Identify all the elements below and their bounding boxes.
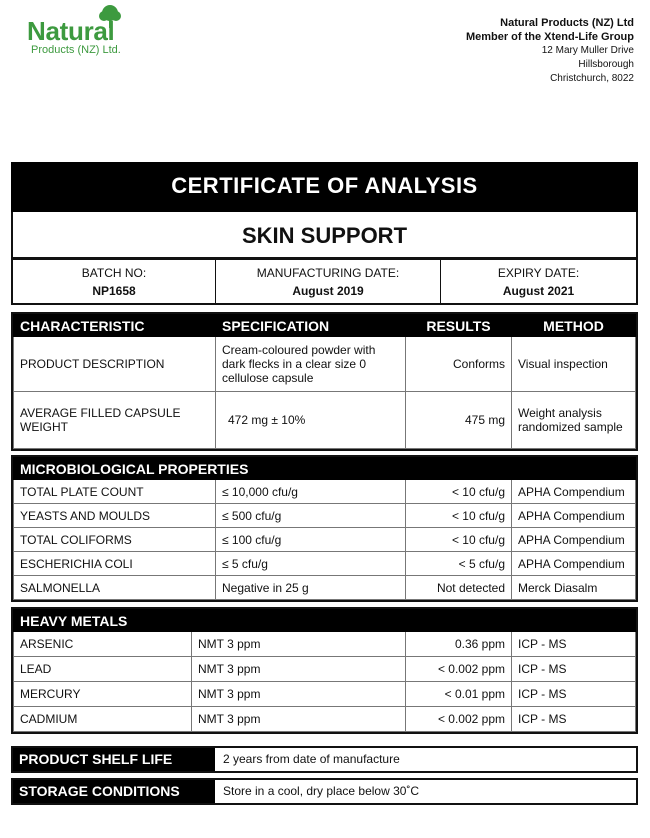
- cell: 475 mg: [406, 392, 512, 449]
- batch-cell: [13, 260, 215, 303]
- micro-table: [11, 455, 638, 602]
- table-row: [14, 707, 636, 732]
- mfg-value: August 2019: [292, 284, 364, 298]
- cell: LEAD: [14, 657, 192, 682]
- section-header: MICROBIOLOGICAL PROPERTIES: [14, 458, 636, 480]
- column-header: METHOD: [512, 315, 636, 337]
- cell: < 10 cfu/g: [406, 528, 512, 552]
- table-row: [14, 504, 636, 528]
- cell: NMT 3 ppm: [192, 632, 406, 657]
- cell: CADMIUM: [14, 707, 192, 732]
- cell: ICP - MS: [512, 632, 636, 657]
- cell: ESCHERICHIA COLI: [14, 552, 216, 576]
- cell: ICP - MS: [512, 657, 636, 682]
- section-header: HEAVY METALS: [14, 610, 636, 632]
- column-header: CHARACTERISTIC: [14, 315, 216, 337]
- storage-label: STORAGE CONDITIONS: [13, 780, 215, 803]
- cell: ≤ 500 cfu/g: [216, 504, 406, 528]
- cell: ≤ 10,000 cfu/g: [216, 480, 406, 504]
- cell: 472 mg ± 10%: [216, 392, 406, 449]
- table-row: [14, 528, 636, 552]
- cell: < 0.002 ppm: [406, 707, 512, 732]
- cell: MERCURY: [14, 682, 192, 707]
- cell: APHA Compendium: [512, 480, 636, 504]
- cell: Merck Diasalm: [512, 576, 636, 600]
- cell: < 5 cfu/g: [406, 552, 512, 576]
- company-member: Member of the Xtend-Life Group: [465, 31, 634, 43]
- table-row: [14, 657, 636, 682]
- table-row: [14, 552, 636, 576]
- table-row: [14, 576, 636, 600]
- product-name: SKIN SUPPORT: [11, 212, 638, 259]
- cell: Negative in 25 g: [216, 576, 406, 600]
- table-row: [14, 337, 636, 392]
- cell: YEASTS AND MOULDS: [14, 504, 216, 528]
- logo-word: Natural: [27, 16, 115, 46]
- expiry-value: August 2021: [502, 284, 575, 298]
- column-header: RESULTS: [406, 315, 512, 337]
- heavy-metals-table: [11, 607, 638, 734]
- expiry-label: EXPIRY DATE:: [497, 266, 580, 280]
- cell: Not detected: [406, 576, 512, 600]
- cell: TOTAL COLIFORMS: [14, 528, 216, 552]
- cell: APHA Compendium: [512, 528, 636, 552]
- cell: ≤ 5 cfu/g: [216, 552, 406, 576]
- cell: APHA Compendium: [512, 552, 636, 576]
- company-logo: [27, 4, 127, 64]
- cell: ≤ 100 cfu/g: [216, 528, 406, 552]
- cell: Visual inspection: [512, 337, 636, 392]
- characteristics-table: [11, 312, 638, 451]
- cell: < 0.01 ppm: [406, 682, 512, 707]
- address-line: 12 Mary Muller Drive: [541, 45, 634, 56]
- cell: NMT 3 ppm: [192, 682, 406, 707]
- batch-value: NP1658: [92, 284, 136, 298]
- mfg-label: MANUFACTURING DATE:: [256, 266, 400, 280]
- batch-label: BATCH NO:: [81, 266, 147, 280]
- cell: PRODUCT DESCRIPTION: [14, 337, 216, 392]
- cell: TOTAL PLATE COUNT: [14, 480, 216, 504]
- cell: < 10 cfu/g: [406, 480, 512, 504]
- cell: APHA Compendium: [512, 504, 636, 528]
- cell: Cream-coloured powder with dark flecks in a clear size 0 cellulose capsule: [216, 337, 406, 392]
- shelf-life-row: [11, 746, 638, 773]
- cell: AVERAGE FILLED CAPSULE WEIGHT: [14, 392, 216, 449]
- cell: ICP - MS: [512, 707, 636, 732]
- cell: NMT 3 ppm: [192, 657, 406, 682]
- batch-info: [11, 258, 638, 305]
- table-row: [14, 480, 636, 504]
- cell: 0.36 ppm: [406, 632, 512, 657]
- table-row: [14, 682, 636, 707]
- cell: Weight analysis randomized sample: [512, 392, 636, 449]
- company-name: Natural Products (NZ) Ltd: [500, 17, 634, 29]
- table-row: [14, 632, 636, 657]
- cell: SALMONELLA: [14, 576, 216, 600]
- column-header: SPECIFICATION: [216, 315, 406, 337]
- address-line: Christchurch, 8022: [550, 73, 634, 84]
- address-line: Hillsborough: [578, 59, 634, 70]
- cell: ICP - MS: [512, 682, 636, 707]
- shelf-life-label: PRODUCT SHELF LIFE: [13, 748, 215, 771]
- cell: < 10 cfu/g: [406, 504, 512, 528]
- storage-row: [11, 778, 638, 805]
- cell: NMT 3 ppm: [192, 707, 406, 732]
- cell: Conforms: [406, 337, 512, 392]
- mfg-cell: [215, 260, 440, 303]
- cell: ARSENIC: [14, 632, 192, 657]
- logo-subtitle: Products (NZ) Ltd.: [31, 44, 121, 56]
- table-row: [14, 392, 636, 449]
- storage-value: Store in a cool, dry place below 30˚C: [223, 784, 420, 798]
- certificate-title: CERTIFICATE OF ANALYSIS: [11, 162, 638, 212]
- shelf-life-value: 2 years from date of manufacture: [223, 752, 400, 766]
- company-address: [466, 16, 634, 86]
- cell: < 0.002 ppm: [406, 657, 512, 682]
- expiry-cell: [440, 260, 636, 303]
